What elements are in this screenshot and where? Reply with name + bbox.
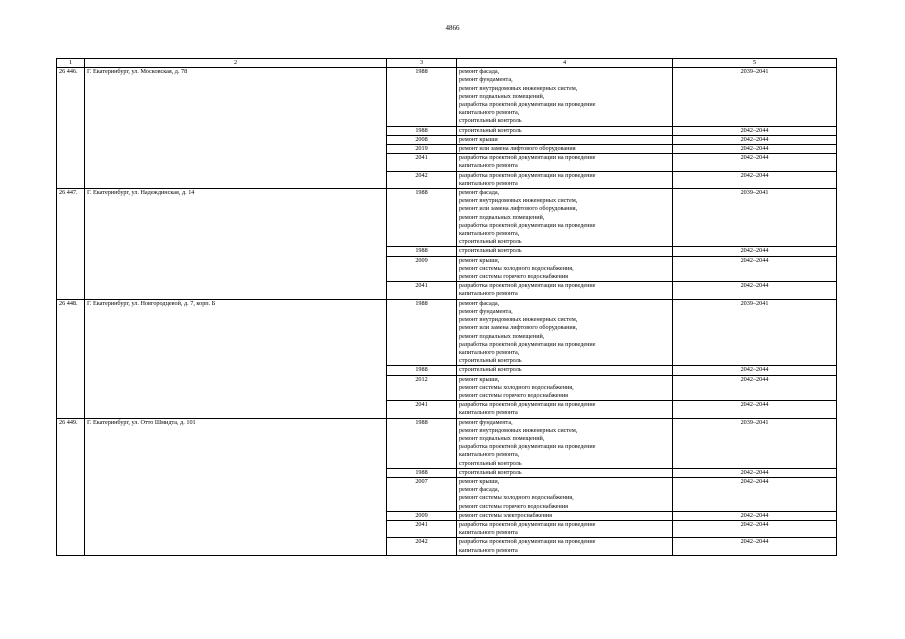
row-period: 2042–2044 [673,126,837,135]
work-item: ремонт внутридомовых инженерных систем, [459,426,578,434]
header-col-1: 1 [57,59,85,68]
work-item: ремонт фасада, [459,299,500,307]
row-work-types [457,189,673,247]
row-work-types [457,154,673,171]
row-work-types [457,511,673,520]
table-row [57,299,837,366]
work-item: строительный контроль [459,468,522,476]
row-period: 2042–2044 [673,282,837,299]
row-work-types [457,68,673,126]
row-year: 1988 [387,68,457,126]
work-item: ремонт системы электроснабжения [459,511,552,519]
row-year: 2042 [387,538,457,555]
work-item: ремонт системы горячего водоснабжения [459,391,568,399]
repair-schedule-table [56,58,837,556]
row-work-types [457,171,673,188]
row-work-types [457,145,673,154]
work-item: разработка проектной документации на проведение [459,443,596,451]
work-item: ремонт подвальных помещений, [459,434,545,442]
entry-address: Г. Екатеринбург, ул. Отто Шмидта, д. 101 [85,418,387,555]
header-col-5: 5 [673,59,837,68]
work-item: разработка проектной документации на проведение [459,101,596,109]
row-work-types [457,256,673,282]
work-item: капитального ремонта [459,162,518,170]
row-year: 1988 [387,299,457,366]
work-item: ремонт системы горячего водоснабжения [459,273,568,281]
work-item: капитального ремонта [459,546,518,554]
row-period: 2042–2044 [673,520,837,537]
work-item: ремонт фасада, [459,486,500,494]
work-item: разработка проектной документации на проведение [459,401,596,409]
work-item: разработка проектной документации на проведение [459,171,596,179]
work-item: строительный контроль [459,238,522,246]
entry-address: Г. Екатеринбург, ул. Новгородцевой, д. 7, корп. Б [85,299,387,418]
work-item: ремонт фасада, [459,68,500,76]
row-period: 2042–2044 [673,366,837,375]
row-period: 2039–2041 [673,299,837,366]
row-work-types [457,401,673,418]
table-row [57,418,837,468]
work-item: разработка проектной документации на проведение [459,520,596,528]
work-item: ремонт системы холодного водоснабжения, [459,264,574,272]
row-period: 2042–2044 [673,511,837,520]
row-work-types [457,418,673,468]
work-item: капитального ремонта [459,529,518,537]
work-item: ремонт крыши, [459,256,500,264]
row-period: 2039–2041 [673,418,837,468]
row-year: 2007 [387,477,457,511]
work-item: ремонт крыши [459,135,498,143]
row-year: 2012 [387,375,457,401]
work-item: ремонт внутридомовых инженерных систем, [459,84,578,92]
row-work-types [457,520,673,537]
row-work-types [457,247,673,256]
row-year: 2009 [387,256,457,282]
entry-number: 26 448. [57,299,85,418]
row-year: 1988 [387,418,457,468]
entry-address: Г. Екатеринбург, ул. Московская, д. 78 [85,68,387,189]
work-item: ремонт фундамента, [459,307,513,315]
row-period: 2042–2044 [673,401,837,418]
row-period: 2042–2044 [673,375,837,401]
header-col-3: 3 [387,59,457,68]
row-work-types [457,282,673,299]
work-item: ремонт фундамента, [459,76,513,84]
header-col-4: 4 [457,59,673,68]
row-work-types [457,299,673,366]
row-year: 1988 [387,468,457,477]
row-work-types [457,538,673,555]
row-year: 2041 [387,282,457,299]
row-year: 2019 [387,145,457,154]
row-work-types [457,135,673,144]
work-item: ремонт крыши, [459,375,500,383]
entry-number: 26 446. [57,68,85,189]
work-item: строительный контроль [459,357,522,365]
row-work-types [457,366,673,375]
work-item: ремонт подвальных помещений, [459,213,545,221]
row-period: 2042–2044 [673,256,837,282]
work-item: капитального ремонта, [459,230,520,238]
row-period: 2042–2044 [673,145,837,154]
work-item: капитального ремонта, [459,348,520,356]
work-item: капитального ремонта [459,409,518,417]
work-item: строительный контроль [459,459,522,467]
row-period: 2042–2044 [673,477,837,511]
header-col-2: 2 [85,59,387,68]
entry-address: Г. Екатеринбург, ул. Надеждинская, д. 14 [85,189,387,300]
row-period: 2039–2041 [673,68,837,126]
row-period: 2042–2044 [673,538,837,555]
row-period: 2042–2044 [673,135,837,144]
work-item: строительный контроль [459,366,522,374]
row-work-types [457,375,673,401]
row-work-types [457,126,673,135]
work-item: ремонт фундамента, [459,418,513,426]
table-header [57,59,837,68]
row-year: 1988 [387,247,457,256]
page-number: 4866 [445,24,460,32]
entry-number: 26 449. [57,418,85,555]
row-work-types [457,477,673,511]
row-year: 2041 [387,520,457,537]
work-item: ремонт системы горячего водоснабжения [459,502,568,510]
work-item: ремонт подвальных помещений, [459,92,545,100]
work-item: ремонт подвальных помещений, [459,332,545,340]
work-item: капитального ремонта, [459,109,520,117]
work-item: капитального ремонта, [459,451,520,459]
row-period: 2042–2044 [673,468,837,477]
work-item: ремонт крыши, [459,477,500,485]
work-item: ремонт или замена лифтового оборудования [459,145,576,153]
row-year: 1988 [387,189,457,247]
work-item: капитального ремонта [459,179,518,187]
table-row [57,189,837,247]
row-year: 2008 [387,135,457,144]
work-item: ремонт внутридомовых инженерных систем, [459,197,578,205]
row-year: 2041 [387,154,457,171]
work-item: ремонт или замена лифтового оборудования, [459,324,578,332]
work-item: ремонт фасада, [459,189,500,197]
header-row [57,59,837,68]
work-item: разработка проектной документации на проведение [459,340,596,348]
row-year: 2042 [387,171,457,188]
row-year: 1988 [387,366,457,375]
row-period: 2042–2044 [673,247,837,256]
work-item: строительный контроль [459,247,522,255]
work-item: строительный контроль [459,117,522,125]
row-year: 1988 [387,126,457,135]
work-item: ремонт системы холодного водоснабжения, [459,494,574,502]
work-item: капитального ремонта [459,290,518,298]
work-item: разработка проектной документации на проведение [459,282,596,290]
work-item: разработка проектной документации на проведение [459,154,596,162]
row-work-types [457,468,673,477]
table-row [57,68,837,126]
work-item: разработка проектной документации на проведение [459,221,596,229]
entry-number: 26 447. [57,189,85,300]
work-item: ремонт системы холодного водоснабжения, [459,383,574,391]
work-item: разработка проектной документации на проведение [459,538,596,546]
row-period: 2039–2041 [673,189,837,247]
table-body [57,68,837,556]
row-period: 2042–2044 [673,171,837,188]
work-item: ремонт или замена лифтового оборудования, [459,205,578,213]
work-item: ремонт внутридомовых инженерных систем, [459,316,578,324]
row-period: 2042–2044 [673,154,837,171]
row-year: 2009 [387,511,457,520]
work-item: строительный контроль [459,126,522,134]
row-year: 2041 [387,401,457,418]
